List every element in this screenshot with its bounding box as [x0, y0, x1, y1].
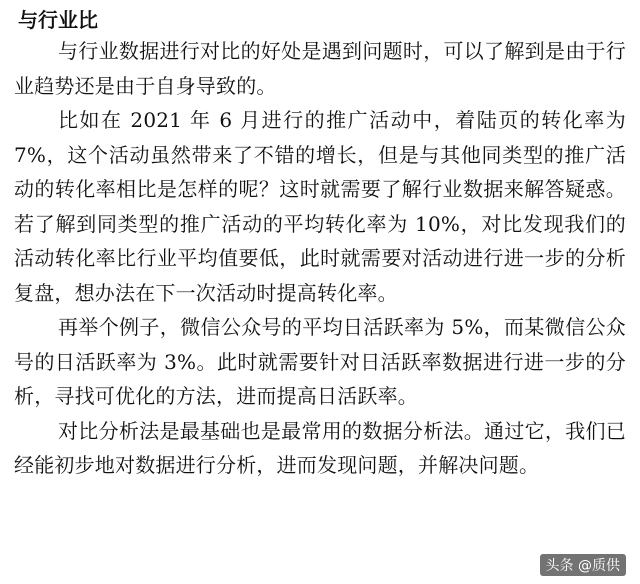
paragraph-2: 比如在 2021 年 6 月进行的推广活动中，着陆页的转化率为 7%，这个活动虽然带来了不错的增长，但是与其他同类型的推广活动的转化率相比是怎样的呢？这时就需要了解行业数据来解答疑惑。若了解到同类型的推广活动的平均转化率为 10%，对比发现我们的活动转化率比行业平均值要低，此时就需要对活动进行进一步的分析复盘，想办法在下一次活动时提高转化率。 [14, 108, 626, 305]
paragraph-3: 再举个例子，微信公众号的平均日活跃率为 5%，而某微信公众号的日活跃率为 3%。此时就需要针对日活跃率数据进行进一步的分析，寻找可优化的方法，进而提高日活跃率。 [14, 315, 626, 408]
paragraph-4: 对比分析法是最基础也是最常用的数据分析法。通过它，我们已经能初步地对数据进行分析，进而发现问题，并解决问题。 [14, 418, 626, 477]
paragraph-1: 与行业数据进行对比的好处是遇到问题时，可以了解到是由于行业趋势还是由于自身导致的。 [14, 39, 626, 98]
section-heading: 与行业比 [18, 8, 98, 32]
source-watermark: 头条 @质供 [540, 554, 626, 576]
